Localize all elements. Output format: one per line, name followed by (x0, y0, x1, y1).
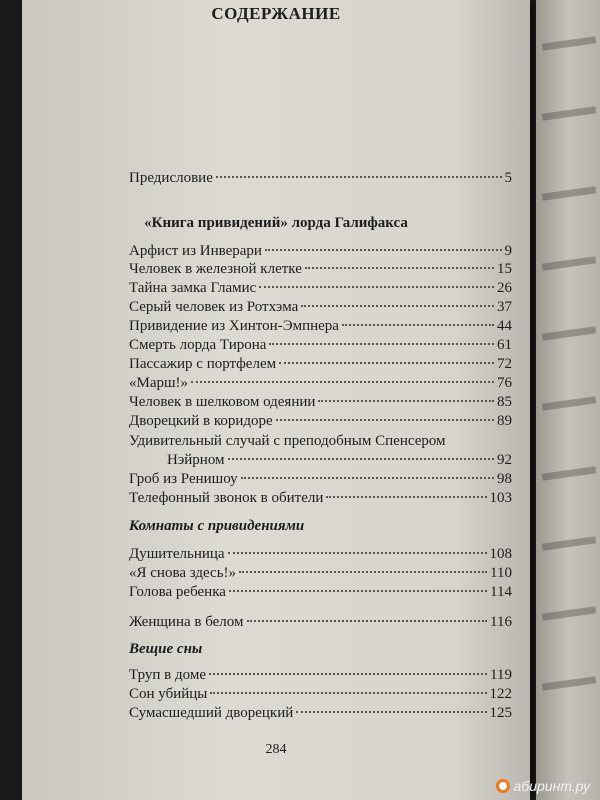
leader-dots (247, 620, 488, 622)
toc-entry (129, 546, 512, 566)
toc-entry (129, 584, 512, 604)
entry-title: Сон убийцы (129, 686, 208, 702)
entry-title: Предисловие (129, 170, 213, 186)
entry-page: 119 (490, 667, 512, 683)
entry-title: Труп в доме (129, 667, 206, 683)
toc-entry (129, 299, 512, 319)
leader-dots (279, 362, 494, 364)
leader-dots (191, 381, 494, 383)
toc-entry-long-line2 (167, 452, 512, 472)
entry-page: 61 (497, 337, 512, 353)
entry-title: Гроб из Ренишоу (129, 471, 238, 487)
section-heading-dreams: Вещие сны (129, 641, 203, 657)
toc-entry (129, 243, 512, 263)
toc-entry (129, 337, 512, 357)
entry-title: «Я снова здесь!» (129, 565, 237, 581)
toc-entry-preface (129, 170, 512, 190)
adjacent-page (536, 0, 600, 800)
toc-entry (129, 686, 512, 706)
toc-entry (129, 356, 512, 376)
leader-dots (241, 477, 494, 479)
toc-entry (129, 318, 512, 338)
entry-title: Смерть лорда Тирона (129, 337, 267, 353)
entry-page: 98 (497, 471, 512, 487)
entry-page: 37 (497, 299, 512, 315)
entry-page: 122 (489, 686, 512, 702)
page-title: СОДЕРЖАНИЕ (211, 4, 341, 23)
leader-dots (269, 343, 494, 345)
leader-dots (265, 249, 502, 251)
entry-title: Серый человек из Ротхэма (129, 299, 299, 315)
entry-page: 72 (497, 356, 512, 372)
leader-dots (239, 571, 487, 573)
leader-dots (210, 692, 486, 694)
entry-title: Арфист из Инверари (129, 243, 262, 259)
entry-page: 108 (489, 546, 512, 562)
watermark (496, 778, 590, 794)
entry-title: Душительница (129, 546, 225, 562)
toc-entry (129, 614, 512, 634)
toc-entry (129, 280, 512, 300)
leader-dots (229, 590, 487, 592)
labirint-logo-icon (496, 779, 510, 793)
section-heading-halifax: «Книга привидений» лорда Галифакса (144, 215, 408, 231)
leader-dots (228, 552, 487, 554)
entry-page: 76 (497, 375, 512, 391)
entry-page: 114 (490, 584, 512, 600)
toc-entry (129, 261, 512, 281)
leader-dots (318, 400, 494, 402)
entry-page: 44 (497, 318, 512, 334)
leader-dots (276, 419, 494, 421)
toc-entry (129, 375, 512, 395)
entry-title: Человек в железной клетке (129, 261, 302, 277)
leader-dots (342, 324, 494, 326)
leader-dots (216, 176, 502, 178)
entry-title: Нэйрном (167, 452, 225, 468)
section-heading-rooms: Комнаты с привидениями (129, 518, 305, 534)
entry-page: 110 (490, 565, 512, 581)
watermark-text: абиринт.ру (513, 778, 590, 794)
entry-title: Человек в шелковом одеянии (129, 394, 316, 410)
leader-dots (296, 711, 486, 713)
entry-page: 9 (504, 243, 512, 259)
leader-dots (209, 673, 487, 675)
leader-dots (228, 458, 494, 460)
entry-page: 85 (497, 394, 512, 410)
entry-title: Голова ребенка (129, 584, 226, 600)
entry-page: 92 (497, 452, 512, 468)
entry-title: Сумасшедший дворецкий (129, 705, 294, 721)
entry-title: Пассажир с портфелем (129, 356, 277, 372)
toc-entry (129, 490, 512, 510)
leader-dots (305, 267, 494, 269)
entry-title: Телефонный звонок в обители (129, 490, 324, 506)
leader-dots (326, 496, 486, 498)
entry-title: Привидение из Хинтон-Эмпнера (129, 318, 339, 334)
entry-page: 103 (489, 490, 512, 506)
page-number: 284 (265, 742, 287, 757)
entry-page: 116 (490, 614, 512, 630)
entry-title: Тайна замка Гламис (129, 280, 257, 296)
entry-page: 26 (497, 280, 512, 296)
entry-page: 5 (504, 170, 512, 186)
entry-page: 125 (489, 705, 512, 721)
entry-title: Женщина в белом (129, 614, 244, 630)
entry-title: «Марш!» (129, 375, 189, 391)
entry-title: Дворецкий в коридоре (129, 413, 273, 429)
leader-dots (301, 305, 494, 307)
book-page (22, 0, 530, 800)
leader-dots (259, 286, 494, 288)
toc-entry (129, 667, 512, 687)
entry-page: 15 (497, 261, 512, 277)
toc-entry (129, 413, 512, 433)
toc-entry (129, 705, 512, 725)
toc-entry-long-line1: Удивительный случай с преподобным Спенсером (129, 433, 446, 449)
toc-entry (129, 471, 512, 491)
toc-entry (129, 394, 512, 414)
entry-page: 89 (497, 413, 512, 429)
toc-entry (129, 565, 512, 585)
